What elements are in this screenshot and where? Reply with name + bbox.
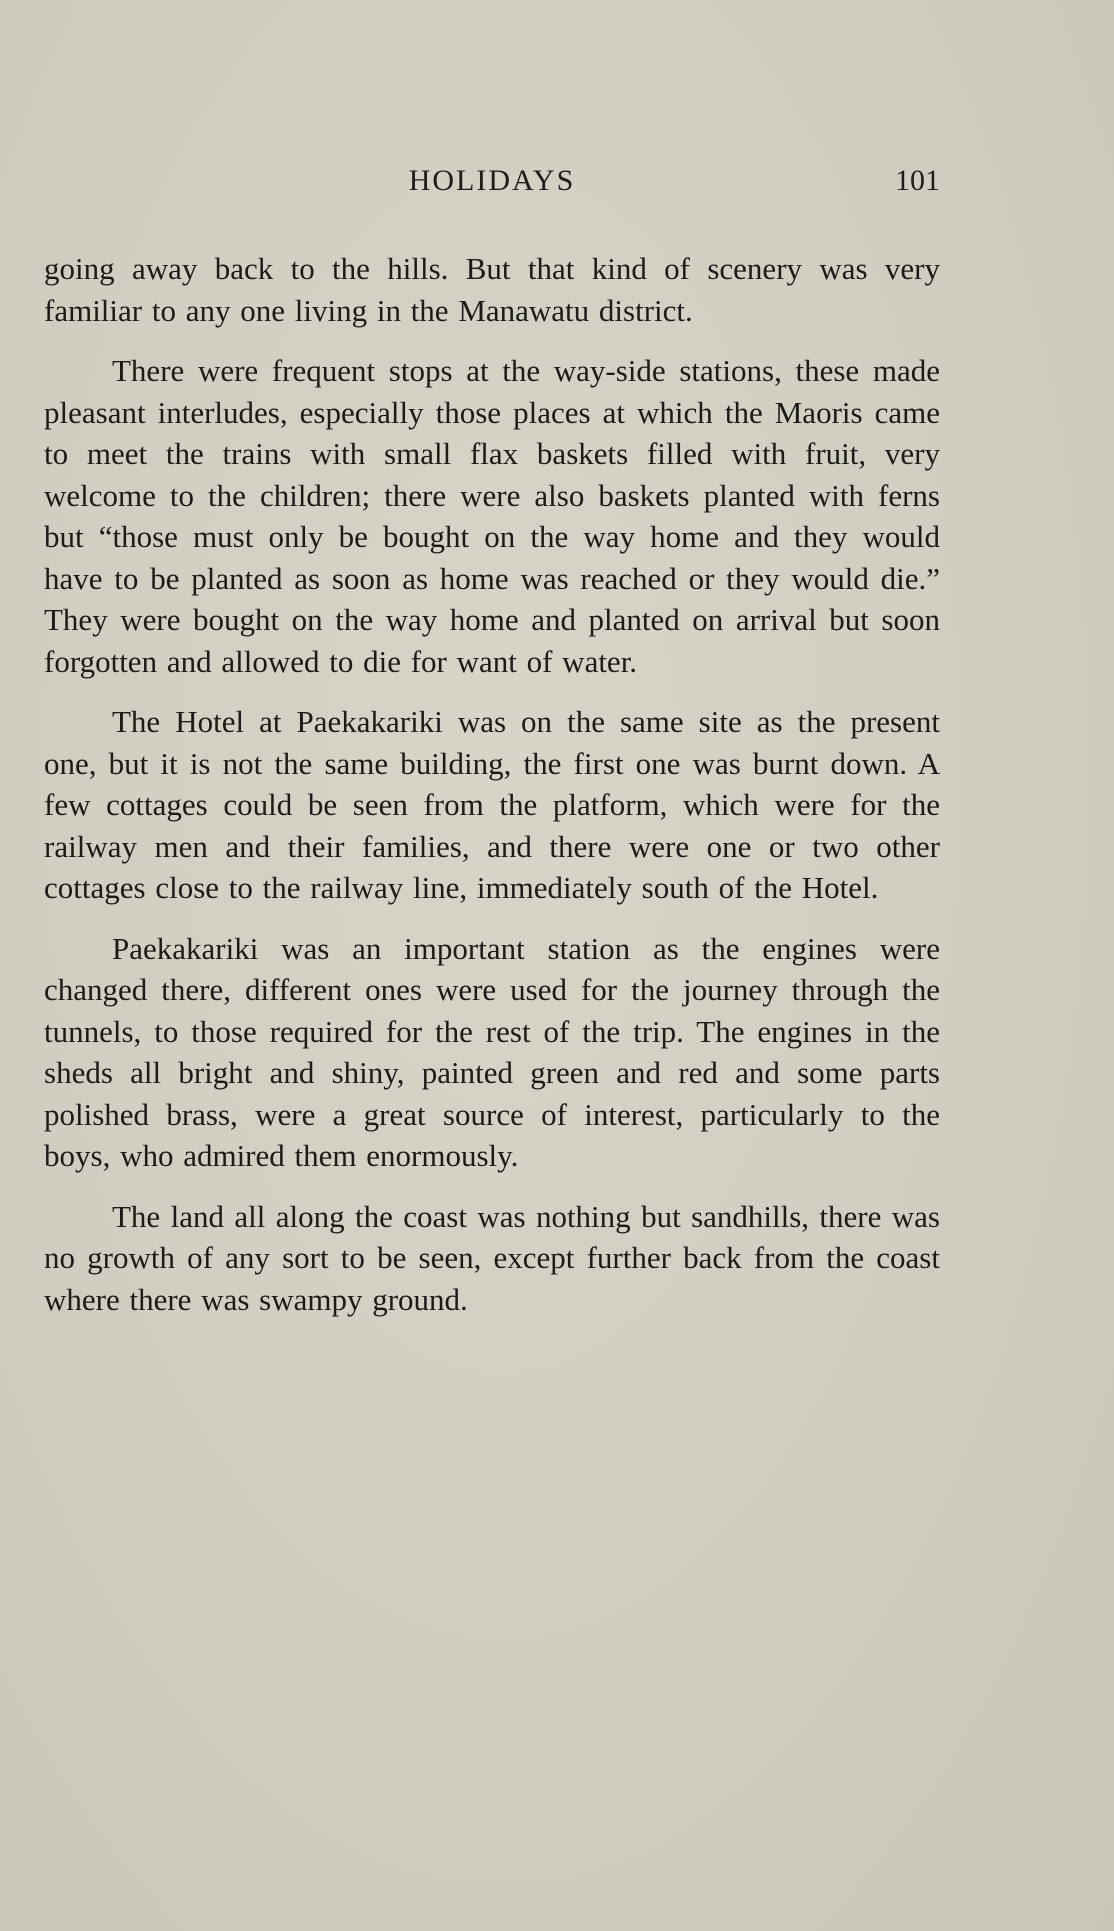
running-head — [44, 164, 940, 204]
paragraph: There were frequent stops at the way-side stations, these made pleasant interludes, especially those places at which the Maoris came to meet the trains with small flax baskets filled with fruit, very welcome to the children; there were also baskets planted with ferns but “those must only be bought on the way home and they would have to be planted as soon as home was reached or they would die.” They were bought on the way home and planted on arrival but soon forgotten and allowed to die for want of water. — [44, 353, 940, 679]
page-number: 101 — [895, 164, 940, 197]
paragraph: The land all along the coast was nothing but sandhills, there was no growth of any sort to be seen, except further back from the coast where there was swampy ground. — [44, 1198, 940, 1317]
paragraph: The Hotel at Paekakariki was on the same site as the present one, but it is not the same building, the first one was burnt down. A few cottages could be seen from the platform, which were for the railway men and their families, and there were one or two other cottages close to the railway line, immediately south of the Hotel. — [44, 704, 940, 905]
paragraph: Paekakariki was an important station as the engines were changed there, different ones were used for the journey through the tunnels, to those required for the rest of the trip. The engines in the sheds all bright and shiny, painted green and red and some parts polished brass, were a great source of interest, particularly to the boys, who admired them enormously. — [44, 930, 940, 1173]
running-title: HOLIDAYS — [408, 164, 576, 197]
body-text — [44, 248, 940, 1339]
paragraph-continued: going away back to the hills. But that kind of scenery was very familiar to any one living in the Manawatu district. — [44, 251, 940, 328]
